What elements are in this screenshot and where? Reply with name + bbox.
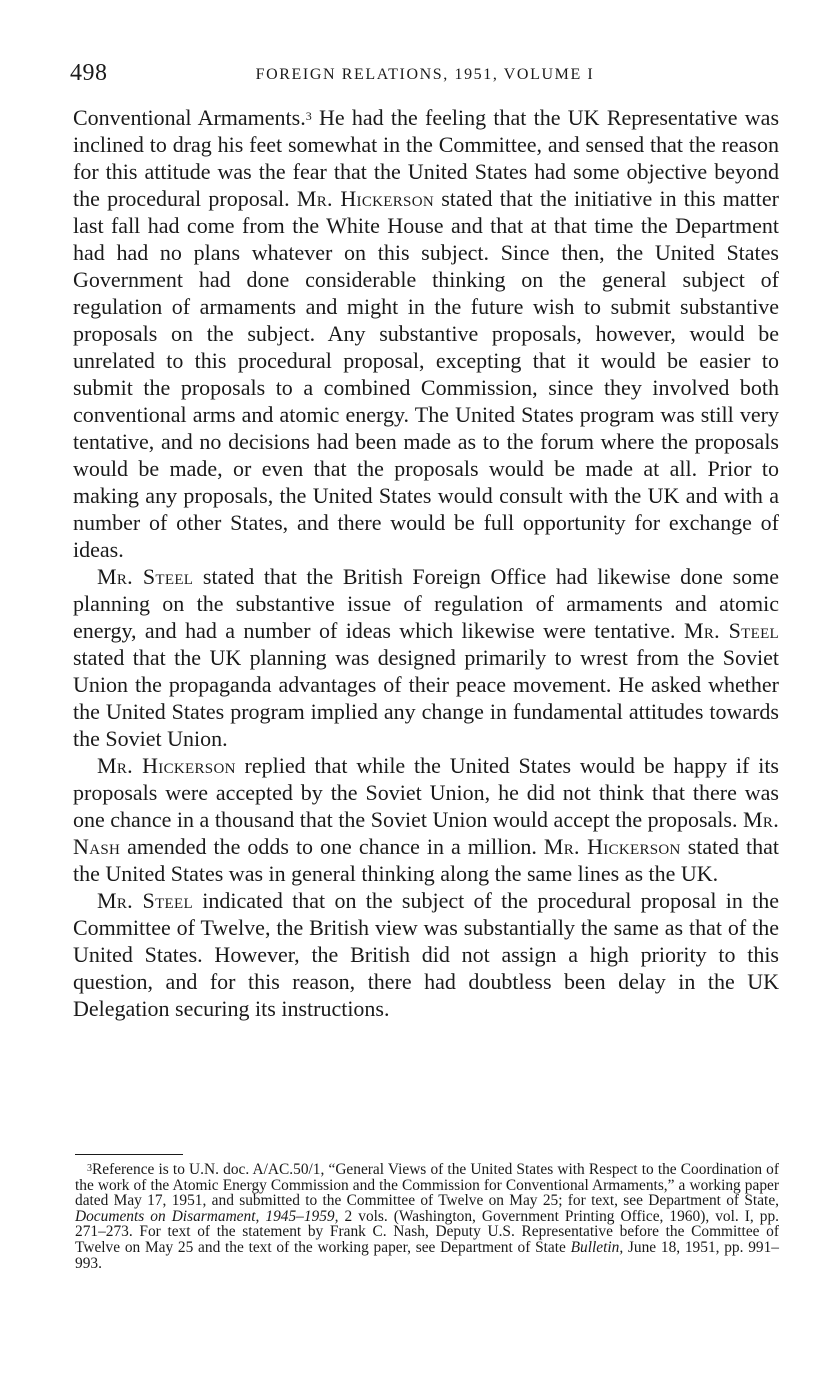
- footnote-italic-title: Bulletin,: [570, 1238, 624, 1256]
- running-title: FOREIGN RELATIONS, 1951, VOLUME I: [255, 66, 595, 83]
- speaker-name: Mr. Hickerson: [296, 186, 434, 211]
- page-number: 498: [70, 60, 108, 86]
- page-header: [70, 60, 780, 90]
- footnote: [75, 1162, 779, 1271]
- text-run: stated that the United States was in general thinking along the same lines as the UK.: [73, 834, 780, 886]
- speaker-name: Mr. Steel: [97, 888, 193, 913]
- footnote-italic-title: Documents on Disarmament, 1945–1959,: [75, 1207, 339, 1225]
- footnote-text: 2 vols. (Washington, Government Printing Office, 1960), vol. I, pp. 271–273. For text of the statement by Frank C. Nash, Deputy U.S. Representative before the Committee of Twelve on May 25 and the text of the working paper, see Department of State: [75, 1207, 779, 1256]
- text-run: stated that the British Foreign Office had likewise done some planning on the substantive issue of regulation of armaments and atomic energy, and had a number of ideas which likewise were tentative.: [73, 564, 780, 643]
- text-run: replied that while the United States would be happy if its proposals were accepted by the Soviet Union, he did not think that there was one chance in a thousand that the Soviet Union would accept the proposals.: [73, 753, 779, 832]
- text-run: Conventional Armaments.: [73, 105, 306, 130]
- paragraph-3: [73, 752, 779, 887]
- paragraph-1: [73, 104, 779, 563]
- speaker-name: Mr. Nash: [73, 807, 779, 859]
- footnote-reference: 3: [305, 109, 312, 123]
- text-run: He had the feeling that the UK Representative was inclined to drag his feet somewhat in the Committee, and sensed that the reason for this attitude was the fear that the United States had some objective beyond the procedural proposal.: [73, 105, 780, 211]
- footnote-divider: [75, 1154, 183, 1155]
- text-run: stated that the initiative in this matter last fall had come from the White House and that at that time the Department had had no plans whatever on this subject. Since then, the United States Government had done considerable thinking on the general subject of regulation of armaments and might in the future wish to submit substantive proposals on the subject. Any substantive proposals, however, would be unrelated to this procedural proposal, excepting that it would be easier to submit the proposals to a combined Commission, since they involved both conventional arms and atomic energy. The United States program was still very tentative, and no decisions had been made as to the forum where the proposals would be made, or even that the proposals would be made at all. Prior to making any proposals, the United States would consult with the UK and with a number of other States, and there would be full opportunity for exchange of ideas.: [73, 186, 779, 562]
- text-run: indicated that on the subject of the procedural proposal in the Committee of Twelve, the British view was substantially the same as that of the United States. However, the British did not assign a high priority to this question, and for this reason, there had doubtless been delay in the UK Delegation securing its instructions.: [73, 888, 780, 1021]
- paragraph-2: [73, 563, 779, 752]
- speaker-name: Mr. Hickerson: [97, 753, 236, 778]
- paragraph-4: [73, 887, 779, 1022]
- body-text: [73, 104, 779, 1022]
- speaker-name: Mr. Hickerson: [543, 834, 681, 859]
- speaker-name: Mr. Steel: [683, 618, 779, 643]
- footnote-text: June 18, 1951, pp. 991–993.: [75, 1238, 780, 1272]
- footnote-marker: 3: [87, 1163, 92, 1174]
- speaker-name: Mr. Steel: [97, 564, 194, 589]
- text-run: stated that the UK planning was designed primarily to wrest from the Soviet Union the propaganda advantages of their peace movement. He asked whether the United States program implied any change in fundamental attitudes towards the Soviet Union.: [73, 645, 779, 751]
- text-run: amended the odds to one chance in a million.: [120, 834, 544, 859]
- footnote-text: Reference is to U.N. doc. A/AC.50/1, “General Views of the United States with Respect to the Coordination of the work of the Atomic Energy Commission and the Commission for Conventional Armaments,” a working paper dated May 17, 1951, and submitted to the Committee of Twelve on May 25; for text, see Department of State,: [75, 1161, 779, 1210]
